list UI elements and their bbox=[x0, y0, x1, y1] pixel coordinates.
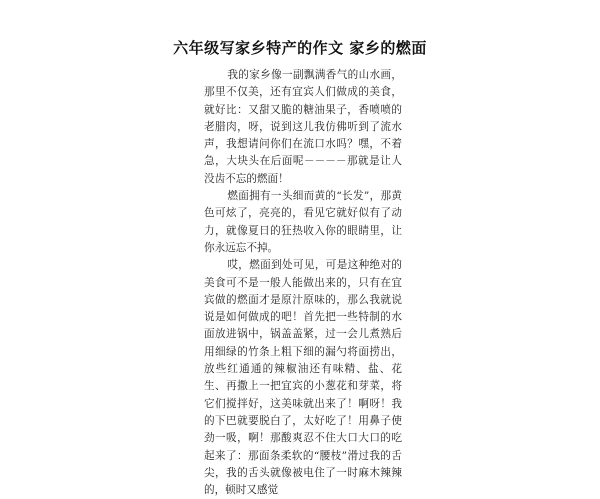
paragraph-3: 哎，燃面到处可见，可是这种绝对的美食可不是一般人能做出来的，只有在宜宾做的燃面才是原汁原味的，那么我就说说是如何做成的吧！首先把一些特制的水面放进锅中，锅盖盖紧，过一会儿煮熟后用细绿的竹条上粗下细的漏勺将面捞出，放些红通通的辣椒油还有味精、盐、花生、再撒上一把宜宾的小葱花和芽菜，将它们搅拌好，这美味就出来了！啊呀！我的下巴就要脱白了，太好吃了！用鼻子使劲一吸，啊！那酸爽忍不住大口大口的吃起来了：那面条柔软的“腰枝”滑过我的舌尖，我的舌头就像被电住了一时麻木辣辣的，顿时又感觉 bbox=[204, 259, 402, 497]
paragraph-1: 我的家乡像一副飘满香气的山水画，那里不仅美，还有宜宾人们做成的美食，就好比：又甜又脆的糖油果子，香喷喷的老腊肉，呀，说到这儿我仿佛听到了流水声，我想请问你们在流口水吗？嘿，不着急，大块头在后面呢－－－－那就是让人没齿不忘的燃面！ bbox=[204, 69, 402, 185]
paragraph-2: 燃面拥有一头细而黄的“长发”，那黄色可炫了，亮亮的，看见它就好似有了动力，就像夏日的狂热收入你的眼睛里，让你永远忘不掉。 bbox=[204, 190, 402, 254]
article-title: 六年级写家乡特产的作文 家乡的燃面 bbox=[173, 39, 427, 57]
article-body bbox=[204, 67, 402, 499]
